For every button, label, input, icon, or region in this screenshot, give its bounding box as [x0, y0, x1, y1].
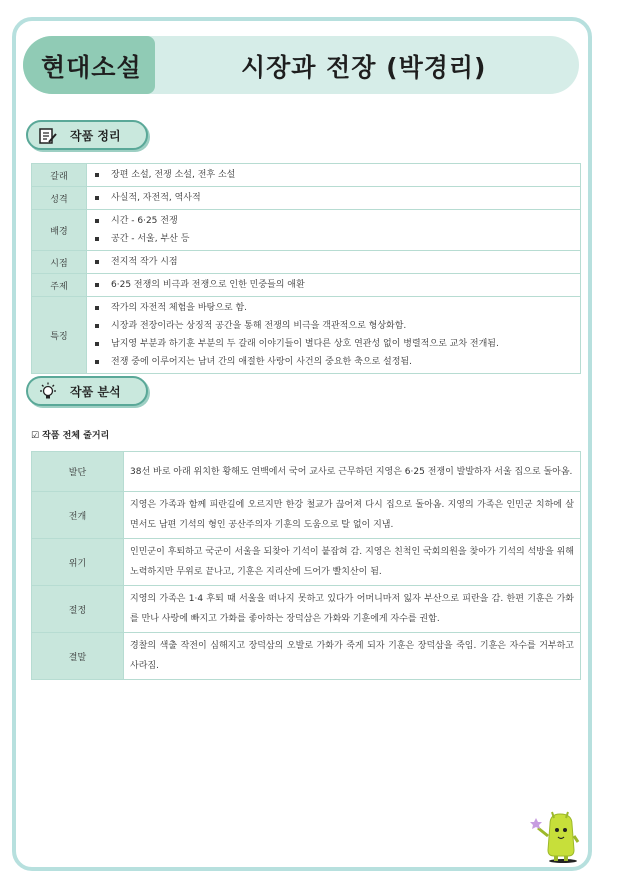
row-key: 주제 — [32, 274, 87, 297]
row-key: 전개 — [32, 492, 124, 539]
list-item: 시장과 전장이라는 상징적 공간을 통해 전쟁의 비극을 객관적으로 형상화함. — [95, 317, 572, 335]
row-key: 발단 — [32, 452, 124, 492]
table-row — [32, 210, 581, 251]
lightbulb-icon — [38, 382, 58, 402]
table-row — [32, 187, 581, 210]
list-item: 남지영 부분과 하기훈 부분의 두 갈래 이야기들이 별다른 상호 연관성 없이 병렬적으로 교차 전개됨. — [95, 335, 572, 353]
list-item: 공간 - 서울, 부산 등 — [95, 230, 572, 248]
category-badge — [23, 36, 155, 94]
list-item: 6·25 전쟁의 비극과 전쟁으로 인한 민중들의 애환 — [95, 276, 572, 294]
row-key: 위기 — [32, 539, 124, 586]
row-key: 시점 — [32, 251, 87, 274]
plot-caption — [31, 428, 109, 441]
table-row — [32, 297, 581, 374]
page-title: 시장과 전장 (박경리) — [241, 53, 487, 82]
section-heading-summary — [26, 120, 148, 150]
notepad-pencil-icon — [38, 126, 58, 146]
list-item: 시간 - 6·25 전쟁 — [95, 212, 572, 230]
page-header — [23, 36, 579, 94]
list-item: 전쟁 중에 이루어지는 남녀 간의 애절한 사랑이 사건의 중요한 축으로 설정됨. — [95, 353, 572, 371]
row-value: 인민군이 후퇴하고 국군이 서울을 되찾아 기석이 붙잡혀 감. 지영은 친척인 국회의원을 찾아가 기석의 석방을 위해 노력하지만 무위로 끝나고, 기훈은 지리산에 드어가 빨치산이 됨. — [124, 539, 581, 586]
row-value: 지영의 가족은 1·4 후퇴 때 서울을 떠나지 못하고 있다가 어머니마저 잃자 부산으로 피란을 감. 한편 기훈은 가화를 만나 사랑에 빠지고 가화를 좋아하는 장덕삼은 가화와 기훈에게 자수를 권함. — [124, 586, 581, 633]
plot-caption-text: 작품 전체 줄거리 — [42, 431, 110, 441]
list-item: 사실적, 자전적, 역사적 — [95, 189, 572, 207]
checkbox-icon: ☑ — [31, 431, 40, 441]
table-row — [32, 164, 581, 187]
category-label: 현대소설 — [41, 53, 142, 82]
row-key: 성격 — [32, 187, 87, 210]
table-row — [32, 452, 581, 492]
section-heading-analysis — [26, 376, 148, 406]
row-value: 38선 바로 아래 위치한 황해도 연백에서 국어 교사로 근무하던 지영은 6·25 전쟁이 발발하자 서울 집으로 돌아옴. — [124, 452, 581, 492]
table-row — [32, 633, 581, 680]
row-key: 배경 — [32, 210, 87, 251]
row-key: 결말 — [32, 633, 124, 680]
section-label: 작품 정리 — [70, 129, 121, 143]
row-value — [87, 164, 581, 187]
row-key: 갈래 — [32, 164, 87, 187]
row-value — [87, 251, 581, 274]
row-value — [87, 210, 581, 251]
row-value — [87, 297, 581, 374]
table-row — [32, 251, 581, 274]
list-item: 전지적 작가 시점 — [95, 253, 572, 271]
row-value: 지영은 가족과 함께 피란길에 오르지만 한강 철교가 끊어져 다시 집으로 돌아옴. 지영의 가족은 인민군 치하에 살면서도 남편 기석의 형인 공산주의자 기훈의 도움으로 탈 없이 지냄. — [124, 492, 581, 539]
row-key: 절정 — [32, 586, 124, 633]
summary-table — [31, 163, 581, 374]
table-row — [32, 274, 581, 297]
list-item: 작가의 자전적 체험을 바탕으로 함. — [95, 299, 572, 317]
section-label: 작품 분석 — [70, 385, 121, 399]
list-item: 장편 소설, 전쟁 소설, 전후 소설 — [95, 166, 572, 184]
row-value: 경찰의 색출 작전이 심해지고 장덕삼의 오발로 가화가 죽게 되자 기훈은 장덕삼을 죽임. 기훈은 자수를 거부하고 사라짐. — [124, 633, 581, 680]
row-value — [87, 274, 581, 297]
table-row — [32, 539, 581, 586]
table-row — [32, 586, 581, 633]
plot-table — [31, 451, 581, 680]
table-row — [32, 492, 581, 539]
green-monster-mascot-icon — [528, 806, 588, 866]
row-value — [87, 187, 581, 210]
row-key: 특징 — [32, 297, 87, 374]
